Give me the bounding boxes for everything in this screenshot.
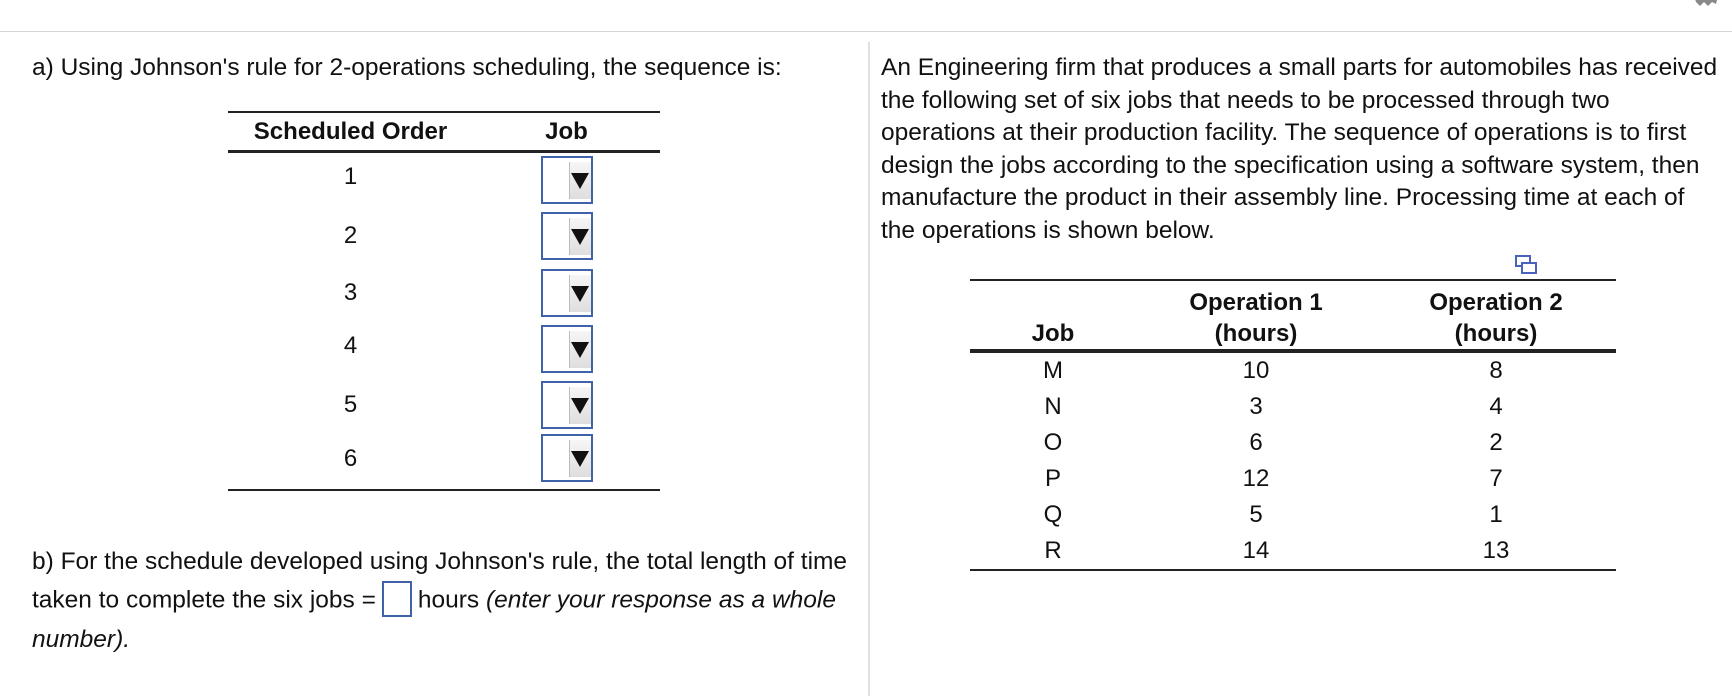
job-select-2[interactable] [541,212,593,260]
part-b-text: b) For the schedule developed using Johnson's rule, the total length of time taken to complete the six jobs = [32,548,848,614]
chevron-down-icon [571,398,589,414]
header-job: Job [473,112,660,152]
sequence-row [228,433,660,490]
chevron-down-icon [571,451,589,467]
pane-divider [868,42,870,696]
table-row [970,425,1616,461]
job-cell: Q [1043,501,1063,528]
sequence-row [228,208,660,265]
processing-time-table [970,279,1616,571]
dropdown-button[interactable] [569,440,591,477]
sequence-row [228,152,660,208]
operation-2-cell: 2 [1489,429,1503,456]
header-operation-2 [1376,280,1616,351]
copy-icon[interactable] [1514,254,1538,276]
sequence-table [228,111,660,491]
job-select-6[interactable] [541,434,593,482]
table-row [970,497,1616,533]
header-scheduled-order: Scheduled Order [228,112,473,152]
job-select-4[interactable] [541,325,593,373]
order-number: 2 [343,222,358,249]
operation-2-cell: 8 [1489,357,1503,384]
dropdown-button[interactable] [569,162,591,199]
operation-1-cell: 5 [1249,501,1263,528]
header-operation-1 [1136,280,1376,351]
order-number: 5 [343,390,358,418]
sequence-row [228,377,660,433]
job-cell: M [1043,357,1063,384]
table-row [970,533,1616,570]
dropdown-button[interactable] [569,331,591,368]
chevron-down-icon [571,342,589,358]
operation-2-cell: 7 [1489,465,1503,492]
dropdown-button[interactable] [569,387,591,424]
header-job: Job [970,280,1136,351]
job-select-1[interactable] [541,156,593,204]
chevron-down-icon [571,286,589,302]
operation-2-cell: 13 [1376,533,1616,570]
job-select-3[interactable] [541,269,593,317]
order-number: 3 [343,278,358,306]
header-operation-2-unit: (hours) [1454,320,1538,347]
table-row [970,389,1616,425]
order-number: 4 [343,331,358,359]
job-cell: R [970,533,1136,570]
job-cell: N [1044,393,1062,420]
total-time-input[interactable] [382,581,412,617]
part-b-instruction: (enter your response as a whole number). [32,586,836,653]
sequence-row [228,265,660,321]
job-cell: P [1044,465,1061,492]
header-operation-2-title: Operation 2 [1429,289,1563,316]
operation-1-cell: 6 [1249,429,1263,456]
operation-1-cell: 10 [1242,357,1270,384]
dropdown-button[interactable] [569,275,591,312]
part-a-prompt: a) Using Johnson's rule for 2-operations scheduling, the sequence is: [32,54,782,81]
chevron-down-icon [571,173,589,189]
problem-intro: An Engineering firm that produces a small parts for automobiles has received the following set of six jobs that needs to be processed through two operations at their production facility. The sequence of operations is to first design the jobs according to the specification using a software system, then manufacture the product in their assembly line. Processing time at each of the operations is shown below. [881,54,1718,244]
operation-1-cell: 12 [1242,465,1270,492]
job-select-5[interactable] [541,381,593,429]
operation-2-cell: 1 [1489,501,1503,528]
operation-1-cell: 14 [1136,533,1376,570]
dropdown-button[interactable] [569,218,591,255]
gear-icon[interactable] [1690,0,1722,12]
table-row [970,351,1616,389]
order-number: 6 [228,433,473,490]
job-cell: O [1043,429,1063,456]
header-operation-1-title: Operation 1 [1189,289,1323,316]
top-rule [0,31,1732,32]
sequence-row [228,321,660,377]
operation-2-cell: 4 [1489,393,1503,420]
header-operation-1-unit: (hours) [1214,320,1298,347]
order-number: 1 [343,163,358,191]
part-b-unit: hours [417,586,480,614]
table-row [970,461,1616,497]
operation-1-cell: 3 [1249,393,1263,420]
part-b-question [32,543,862,659]
chevron-down-icon [571,229,589,245]
